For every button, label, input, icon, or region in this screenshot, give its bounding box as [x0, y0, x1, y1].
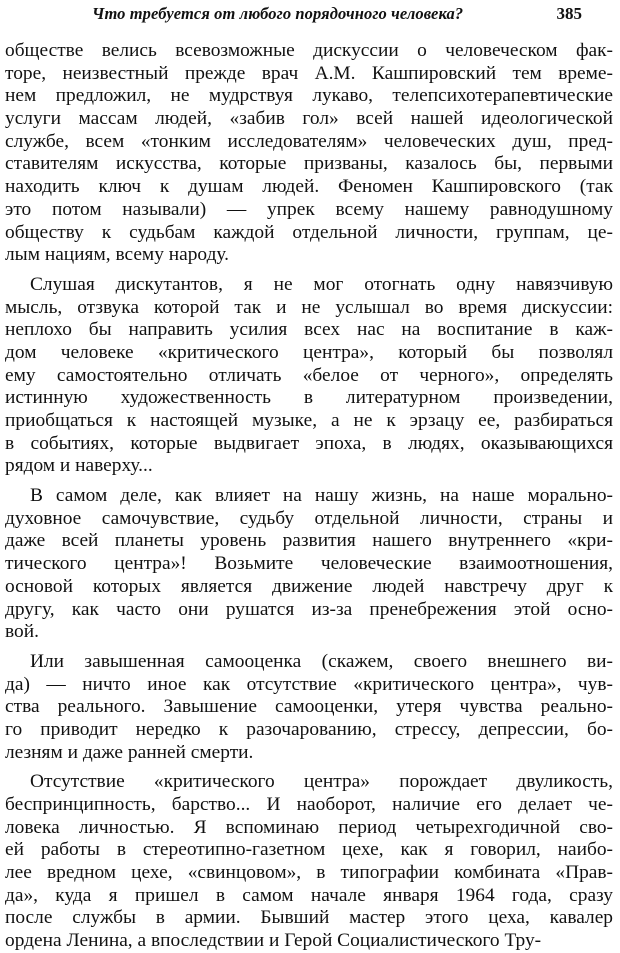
paragraph-gap — [5, 644, 613, 651]
text-line: истинную художественность в литературном произведении, — [5, 387, 613, 409]
text-line: Или завышенная самооценка (скажем, своего внешнего ви- — [30, 650, 613, 672]
text-line: дом человеке «критического центра», который бы позволял — [5, 341, 613, 363]
paragraph — [5, 771, 613, 953]
text-line: тического центра»! Возьмите человеческие взаимоотношения, — [5, 553, 613, 575]
text-line: другу, как часто они рушатся из-за пренебрежения этой осно- — [5, 598, 613, 620]
text-line: да) — ничто иное как отсутствие «критического центра», чув- — [5, 673, 613, 695]
text-line: го приводит нередко к разочарованию, стрессу, депрессии, бо- — [5, 718, 613, 740]
text-line: В самом деле, как влияет на нашу жизнь, на наше морально- — [30, 485, 613, 507]
text-line: приобщаться к настоящей музыке, а не к эрзацу ее, разбираться — [5, 410, 613, 431]
text-line: лым нациям, всему народу. — [5, 244, 230, 266]
paragraph-gap — [5, 267, 613, 274]
text-line: услуги массам людей, «забив гол» всей нашей идеологической — [5, 108, 613, 130]
text-line: службе, всем «тонким исследователям» человеческих душ, пред- — [5, 130, 613, 152]
paragraph — [5, 651, 613, 764]
paragraph — [5, 274, 613, 478]
text-line: лее вредном цехе, «свинцовом», в типографии комбината «Прав- — [5, 862, 613, 884]
text-line: обществе велись всевозможные дискуссии о человеческом фак- — [5, 40, 613, 61]
text-line: обществу к судьбам каждой отдельной личности, группам, це- — [5, 221, 613, 243]
text-line: да», куда я пришел в самом начале января 1964 года, сразу — [5, 884, 613, 906]
body-text — [5, 40, 613, 953]
text-line: после службы в армии. Бывший мастер этого цеха, кавалер — [5, 907, 613, 929]
text-line: ловека личностью. Я вспоминаю период четырехгодичной сво- — [5, 816, 613, 838]
text-line: рядом и наверху... — [5, 455, 153, 477]
text-line: Слушая дискутантов, я не мог отогнать одну навязчивую — [30, 273, 613, 295]
text-line: ордена Ленина, а впоследствии и Герой Социалистического Тру- — [5, 930, 542, 952]
text-line: в событиях, которые выдвигает эпоха, в людях, оказывающихся — [5, 432, 613, 454]
text-line: ства реального. Завышение самооценки, утеря чувства реально- — [5, 696, 613, 718]
paragraph — [5, 485, 613, 644]
page-number: 385 — [556, 4, 582, 23]
text-line: ставителям искусства, которые призваны, казалось бы, первыми — [5, 153, 613, 175]
running-title: Что требуется от любого порядочного человека? — [92, 4, 464, 23]
text-line: торе, неизвестный прежде врач А.М. Кашпировский тем време- — [5, 62, 613, 84]
text-line: даже всей планеты уровень развития нашего внутреннего «кри- — [5, 530, 613, 552]
text-line: это потом называли) — упрек всему нашему равнодушному — [5, 198, 613, 220]
text-line: беспринципность, барство... И наоборот, наличие его делает че- — [5, 794, 613, 815]
text-line: находить ключ к душам людей. Феномен Кашпировского (так — [5, 176, 613, 198]
paragraph-gap — [5, 478, 613, 485]
text-line: неплохо бы направить усилия всех нас на воспитание в каж- — [5, 319, 613, 341]
text-line: ему самостоятельно отличать «белое от черного», определять — [5, 364, 613, 386]
paragraph-gap — [5, 764, 613, 771]
text-line: духовное самочувствие, судьбу отдельной личности, страны и — [5, 507, 613, 529]
text-line: основой которых является движение людей навстречу друг к — [5, 575, 613, 597]
paragraph — [5, 40, 613, 267]
running-header — [0, 4, 620, 28]
text-line: лезням и даже ранней смерти. — [5, 741, 254, 763]
text-line: вой. — [5, 621, 39, 643]
text-line: ей работы в стереотипно-газетном цехе, как я говорил, наибо- — [5, 839, 613, 861]
text-line: нем предложил, не мудрствуя лукаво, телепсихотерапевтические — [5, 85, 613, 107]
text-line: Отсутствие «критического центра» порождает двуликость, — [30, 771, 613, 793]
text-line: мысль, отзвука которой так и не услышал во время дискуссии: — [5, 296, 613, 318]
